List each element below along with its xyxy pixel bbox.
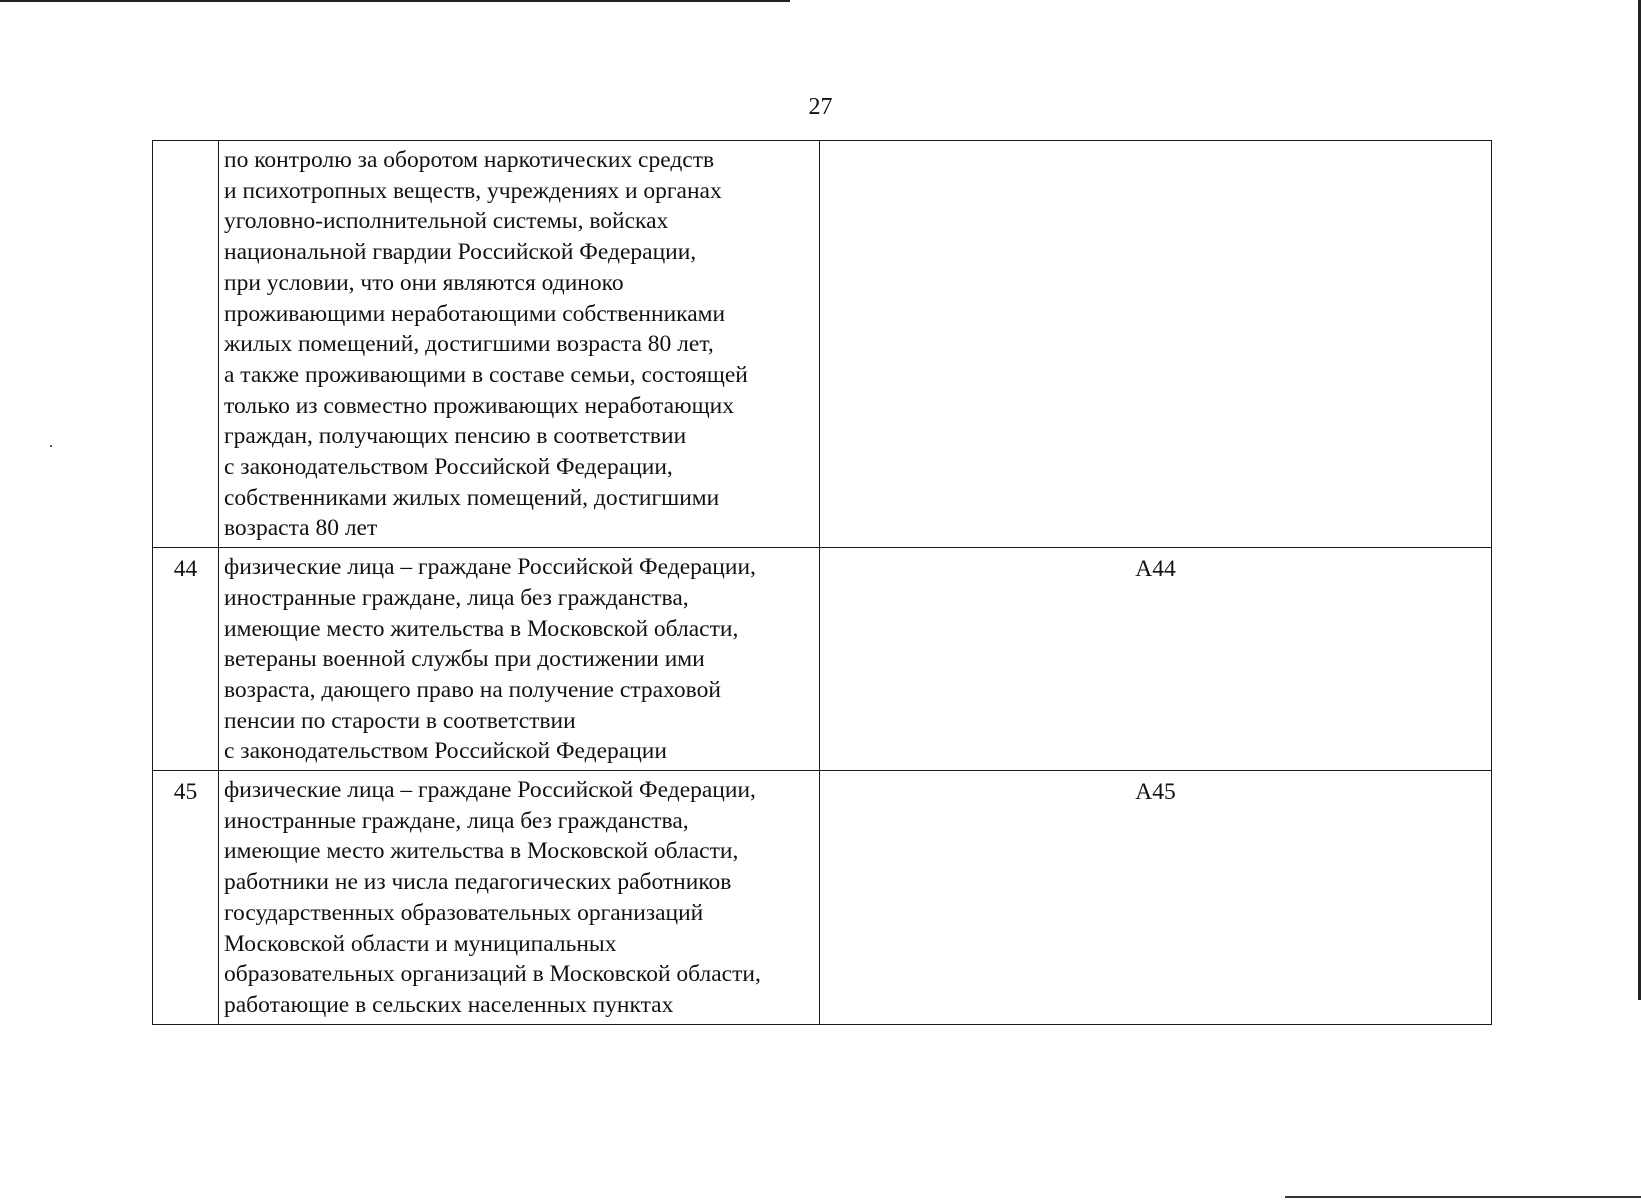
description-line: имеющие место жительства в Московской области, [224, 615, 739, 642]
page-number: 27 [808, 94, 833, 120]
description-line: граждан, получающих пенсию в соответствии [224, 423, 687, 450]
scan-speck [50, 445, 52, 447]
description-line: при условии, что они являются одиноко [224, 269, 624, 296]
description-line: только из совместно проживающих неработающих [224, 392, 735, 419]
description-line: и психотропных веществ, учреждениях и органах [224, 177, 722, 204]
scan-edge-bottom [1285, 1196, 1641, 1198]
description-line: по контролю за оборотом наркотических средств [224, 147, 715, 173]
description-line: с законодательством Российской Федерации, [224, 454, 673, 481]
description-line: имеющие место жительства в Московской области, [224, 838, 739, 865]
row-code-cell: А44 [820, 548, 1492, 771]
row-number-cell [153, 141, 219, 548]
table-row [153, 771, 1492, 1025]
description-line: ветераны военной службы при достижении ими [224, 646, 705, 673]
description-line: физические лица – граждане Российской Федерации, [224, 777, 756, 804]
row-description-cell [219, 141, 820, 548]
description-line: образовательных организаций в Московской области, [224, 961, 761, 988]
description-line: жилых помещений, достигшими возраста 80 лет, [224, 331, 714, 358]
table-row [153, 141, 1492, 548]
description-line: пенсии по старости в соответствии [224, 707, 576, 734]
table-row [153, 548, 1492, 771]
scan-edge-top [0, 0, 790, 2]
description-line: работающие в сельских населенных пунктах [224, 991, 674, 1018]
row-code-cell [820, 141, 1492, 548]
row-code-cell: А45 [820, 771, 1492, 1025]
row-description-cell [219, 548, 820, 771]
description-line: работники не из числа педагогических работников [224, 869, 732, 896]
description-line: а также проживающими в составе семьи, состоящей [224, 361, 748, 388]
description-line: собственниками жилых помещений, достигшими [224, 484, 720, 511]
description-line: Московской области и муниципальных [224, 930, 617, 957]
description-line: с законодательством Российской Федерации [224, 738, 667, 765]
benefits-table [152, 140, 1492, 1025]
description-line: физические лица – граждане Российской Федерации, [224, 554, 756, 581]
description-line: проживающими неработающими собственниками [224, 300, 726, 327]
description-line: иностранные граждане, лица без гражданства, [224, 807, 689, 834]
description-line: возраста 80 лет [224, 515, 378, 542]
description-line: возраста, дающего право на получение страховой [224, 676, 721, 703]
description-line: национальной гвардии Российской Федерации, [224, 239, 697, 266]
description-line: уголовно-исполнительной системы, войсках [224, 208, 669, 235]
row-number-cell: 44 [153, 548, 219, 771]
description-line: государственных образовательных организаций [224, 899, 704, 926]
description-line: иностранные граждане, лица без гражданства, [224, 584, 689, 611]
row-description-cell [219, 771, 820, 1025]
row-number-cell: 45 [153, 771, 219, 1025]
